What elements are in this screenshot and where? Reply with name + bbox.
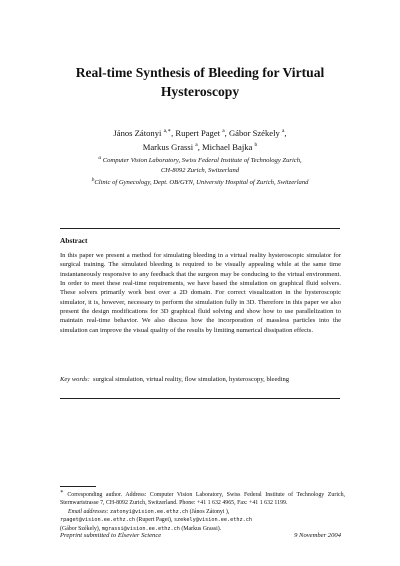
- footnote-rule: [60, 486, 96, 487]
- abstract-top-rule: [60, 228, 340, 229]
- footnote-main: [60, 491, 345, 508]
- keywords-label: Key words:: [60, 376, 90, 383]
- author-line-1: János Zátonyi $^{a,∗}$, Rupert Paget $^a$, Gábor Székely $^a$,: [113, 128, 287, 138]
- footnote: [60, 491, 345, 533]
- affiliation-mark: a: [98, 154, 102, 161]
- email-link[interactable]: zatonyi@vision.ee.ethz.ch: [110, 508, 189, 515]
- keywords: [60, 375, 341, 384]
- author-name: Gábor Székely: [228, 128, 280, 138]
- email-line-2: [60, 516, 345, 524]
- affiliation-b: [40, 178, 360, 188]
- email-link[interactable]: mgrassi@vision.ee.ethz.ch: [101, 525, 180, 532]
- author-mark: a: [195, 142, 198, 149]
- email-owner: (János Zátonyi ),: [189, 508, 230, 515]
- affiliation-mark: b: [91, 176, 95, 183]
- email-line-1: [60, 508, 345, 516]
- keywords-text: surgical simulation, virtual reality, flow simulation, hysteroscopy, bleeding: [93, 376, 289, 383]
- author-name: Rupert Paget: [175, 128, 221, 138]
- email-link[interactable]: szekely@vision.ee.ethz.ch: [173, 517, 253, 524]
- affiliation-text: CH-8092 Zurich, Switzerland: [160, 166, 240, 174]
- author-mark: a: [281, 128, 285, 135]
- author-name: Michael Bajka: [202, 142, 253, 152]
- affiliation-text: Computer Vision Laboratory, Swiss Federal Institute of Technology Zurich,: [102, 157, 302, 164]
- paper-title: Real-time Synthesis of Bleeding for Virtual Hysteroscopy: [75, 65, 325, 99]
- author-name: János Zátonyi: [113, 128, 162, 138]
- author-list: [40, 126, 360, 154]
- abstract-bottom-rule: [60, 398, 340, 399]
- affiliation-text: Clinic of Gynecology, Dept. OB/GYN, University Hospital of Zurich, Switzerland: [94, 179, 309, 186]
- email-owner: (Rupert Paget),: [136, 517, 173, 524]
- affiliation-a: [40, 156, 360, 175]
- footnote-text: Corresponding author. Address: Computer Vision Laboratory, Swiss Federal Institute of Technology Zurich, Sternwartstrasse 7, CH-8092 Zurich, Switzerland. Phone: +41 1 632 4965, Fax: +41 1 632 1199.: [60, 492, 345, 507]
- email-link[interactable]: rpaget@vision.ee.ethz.ch: [60, 517, 135, 524]
- preprint-note: Preprint submitted to Elsevier Science: [60, 532, 162, 539]
- author-line-2: Markus Grassi $^a$, Michael Bajka $^b$: [142, 142, 258, 152]
- email-label: Email addresses:: [68, 508, 109, 515]
- abstract-heading: Abstract: [60, 236, 88, 245]
- author-name: Markus Grassi: [142, 142, 194, 152]
- email-owner: (Gábor Székely),: [60, 525, 101, 532]
- author-mark: a: [222, 128, 225, 135]
- author-mark: b: [254, 142, 258, 149]
- preprint-date: 9 November 2004: [294, 532, 341, 539]
- author-mark: a,∗: [163, 128, 172, 135]
- email-owner: (Markus Grassi).: [181, 525, 222, 532]
- abstract-text: In this paper we present a method for simulating bleeding in a virtual reality hysteroscopic simulator for surgical training. The simulated bleeding is required to be visually appealing while at the same time instantaneously responsive to any feedback that the surgeon may be conducing to the virtual environment. In order to meet these real-time requirements, we have based the simulation on graphical fluid solvers. These solvers primarily work best over a 2D domain. For correct visualization in the hysteroscopic simulator, it is, however, necessary to perform the simulation fully in 3D. Therefore in this paper we also present the design modifications for 3D graphical fluid solving and show how to use parallelization to maintain real-time behavior. We also discuss how the incorporation of massless particles into the simulation can improve the visual quality of the results by limiting numerical dissipation effects.: [60, 252, 341, 334]
- footnote-mark: ∗: [60, 489, 64, 496]
